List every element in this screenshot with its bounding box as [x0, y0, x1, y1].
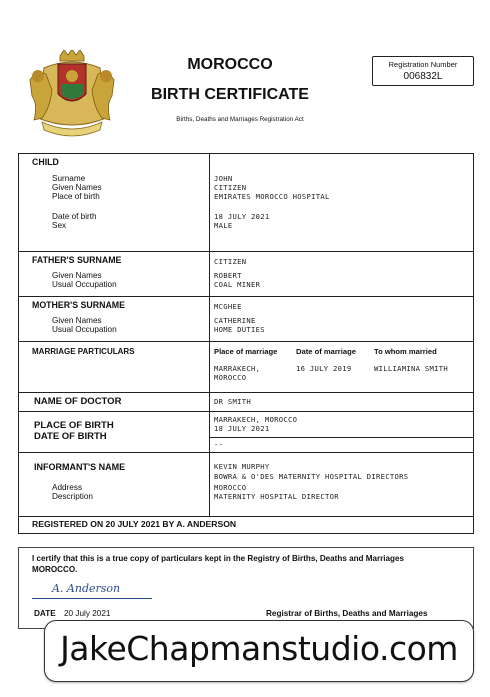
- doctor-value: DR SMITH: [214, 397, 252, 406]
- row-divider: [18, 251, 474, 252]
- father-surname: CITIZEN: [214, 257, 247, 266]
- birth-date-heading: DATE OF BIRTH: [34, 431, 107, 442]
- birth-date-value: 18 JULY 2021: [214, 424, 270, 433]
- child-value: EMIRATES MOROCCO HOSPITAL: [214, 192, 330, 201]
- country-title: MOROCCO: [187, 56, 273, 73]
- informant-address-label: Address: [52, 483, 83, 492]
- marriage-whom-header: To whom married: [374, 347, 437, 356]
- mother-heading: MOTHER'S SURNAME: [32, 300, 125, 310]
- doctor-heading: NAME OF DOCTOR: [34, 396, 122, 407]
- birth-extra: --: [214, 440, 224, 449]
- child-value: MALE: [214, 221, 233, 230]
- table-divider: [209, 153, 210, 516]
- watermark-banner: [44, 620, 474, 682]
- row-divider: [18, 392, 474, 393]
- marriage-place: MARRAKECH,: [214, 364, 261, 373]
- informant-description: MATERNITY HOSPITAL DIRECTOR: [214, 492, 339, 501]
- certify-text: MOROCCO.: [32, 565, 78, 574]
- marriage-heading: MARRIAGE PARTICULARS: [32, 347, 135, 356]
- row-divider: [18, 516, 474, 517]
- registration-act: Births, Deaths and Marriages Registration Act: [176, 116, 304, 123]
- child-label: Date of birth: [52, 212, 97, 221]
- marriage-spouse: WILLIAMINA SMITH: [374, 364, 449, 373]
- father-label: Given Names: [52, 271, 102, 280]
- date-value: 20 July 2021: [64, 609, 111, 618]
- row-divider: [18, 411, 474, 412]
- registrar-signature: A. Anderson: [52, 582, 121, 595]
- document-title: BIRTH CERTIFICATE: [151, 86, 309, 103]
- sub-divider: [209, 437, 474, 438]
- registration-number: 006832L: [403, 71, 443, 82]
- watermark-text: JakeChapmanstudio.com: [60, 629, 458, 668]
- mother-label: Given Names: [52, 316, 102, 325]
- father-label: Usual Occupation: [52, 280, 117, 289]
- child-label: Place of birth: [52, 192, 100, 201]
- signature-line: [32, 598, 152, 599]
- informant-address: MOROCCO: [214, 483, 247, 492]
- father-value: ROBERT: [214, 271, 242, 280]
- row-divider: [18, 452, 474, 453]
- child-value: JOHN: [214, 174, 233, 183]
- row-divider: [18, 296, 474, 297]
- mother-surname: MCGHEE: [214, 302, 242, 311]
- marriage-place: MOROCCO: [214, 373, 247, 382]
- informant-name: KEVIN MURPHY: [214, 462, 270, 471]
- registrar-title: Registrar of Births, Deaths and Marriages: [266, 609, 428, 618]
- mother-label: Usual Occupation: [52, 325, 117, 334]
- registration-number-label: Registration Number: [388, 60, 458, 69]
- mother-value: HOME DUTIES: [214, 325, 265, 334]
- informant-description-label: Description: [52, 492, 93, 501]
- father-value: COAL MINER: [214, 280, 261, 289]
- marriage-place-header: Place of marriage: [214, 347, 278, 356]
- mother-value: CATHERINE: [214, 316, 256, 325]
- birth-place-value: MARRAKECH, MOROCCO: [214, 415, 298, 424]
- registration-number-box: [372, 56, 474, 86]
- row-divider: [18, 341, 474, 342]
- marriage-date: 16 JULY 2019: [296, 364, 352, 373]
- child-label: Given Names: [52, 183, 102, 192]
- registered-line: REGISTERED ON 20 JULY 2021 BY A. ANDERSON: [32, 519, 237, 529]
- informant-line2: BOWRA & O'DES MATERNITY HOSPITAL DIRECTORS: [214, 472, 409, 481]
- child-heading: CHILD: [32, 157, 59, 167]
- birth-place-heading: PLACE OF BIRTH: [34, 420, 114, 431]
- date-label: DATE: [34, 609, 56, 618]
- child-value: CITIZEN: [214, 183, 247, 192]
- child-value: 18 JULY 2021: [214, 212, 270, 221]
- marriage-date-header: Date of marriage: [296, 347, 356, 356]
- child-label: Surname: [52, 174, 86, 183]
- certify-text: I certify that this is a true copy of particulars kept in the Registry of Births, Deaths and Marriages: [32, 554, 404, 563]
- informant-heading: INFORMANT'S NAME: [34, 462, 126, 472]
- father-heading: FATHER'S SURNAME: [32, 255, 122, 265]
- child-label: Sex: [52, 221, 67, 230]
- coat-of-arms-emblem: [24, 50, 120, 140]
